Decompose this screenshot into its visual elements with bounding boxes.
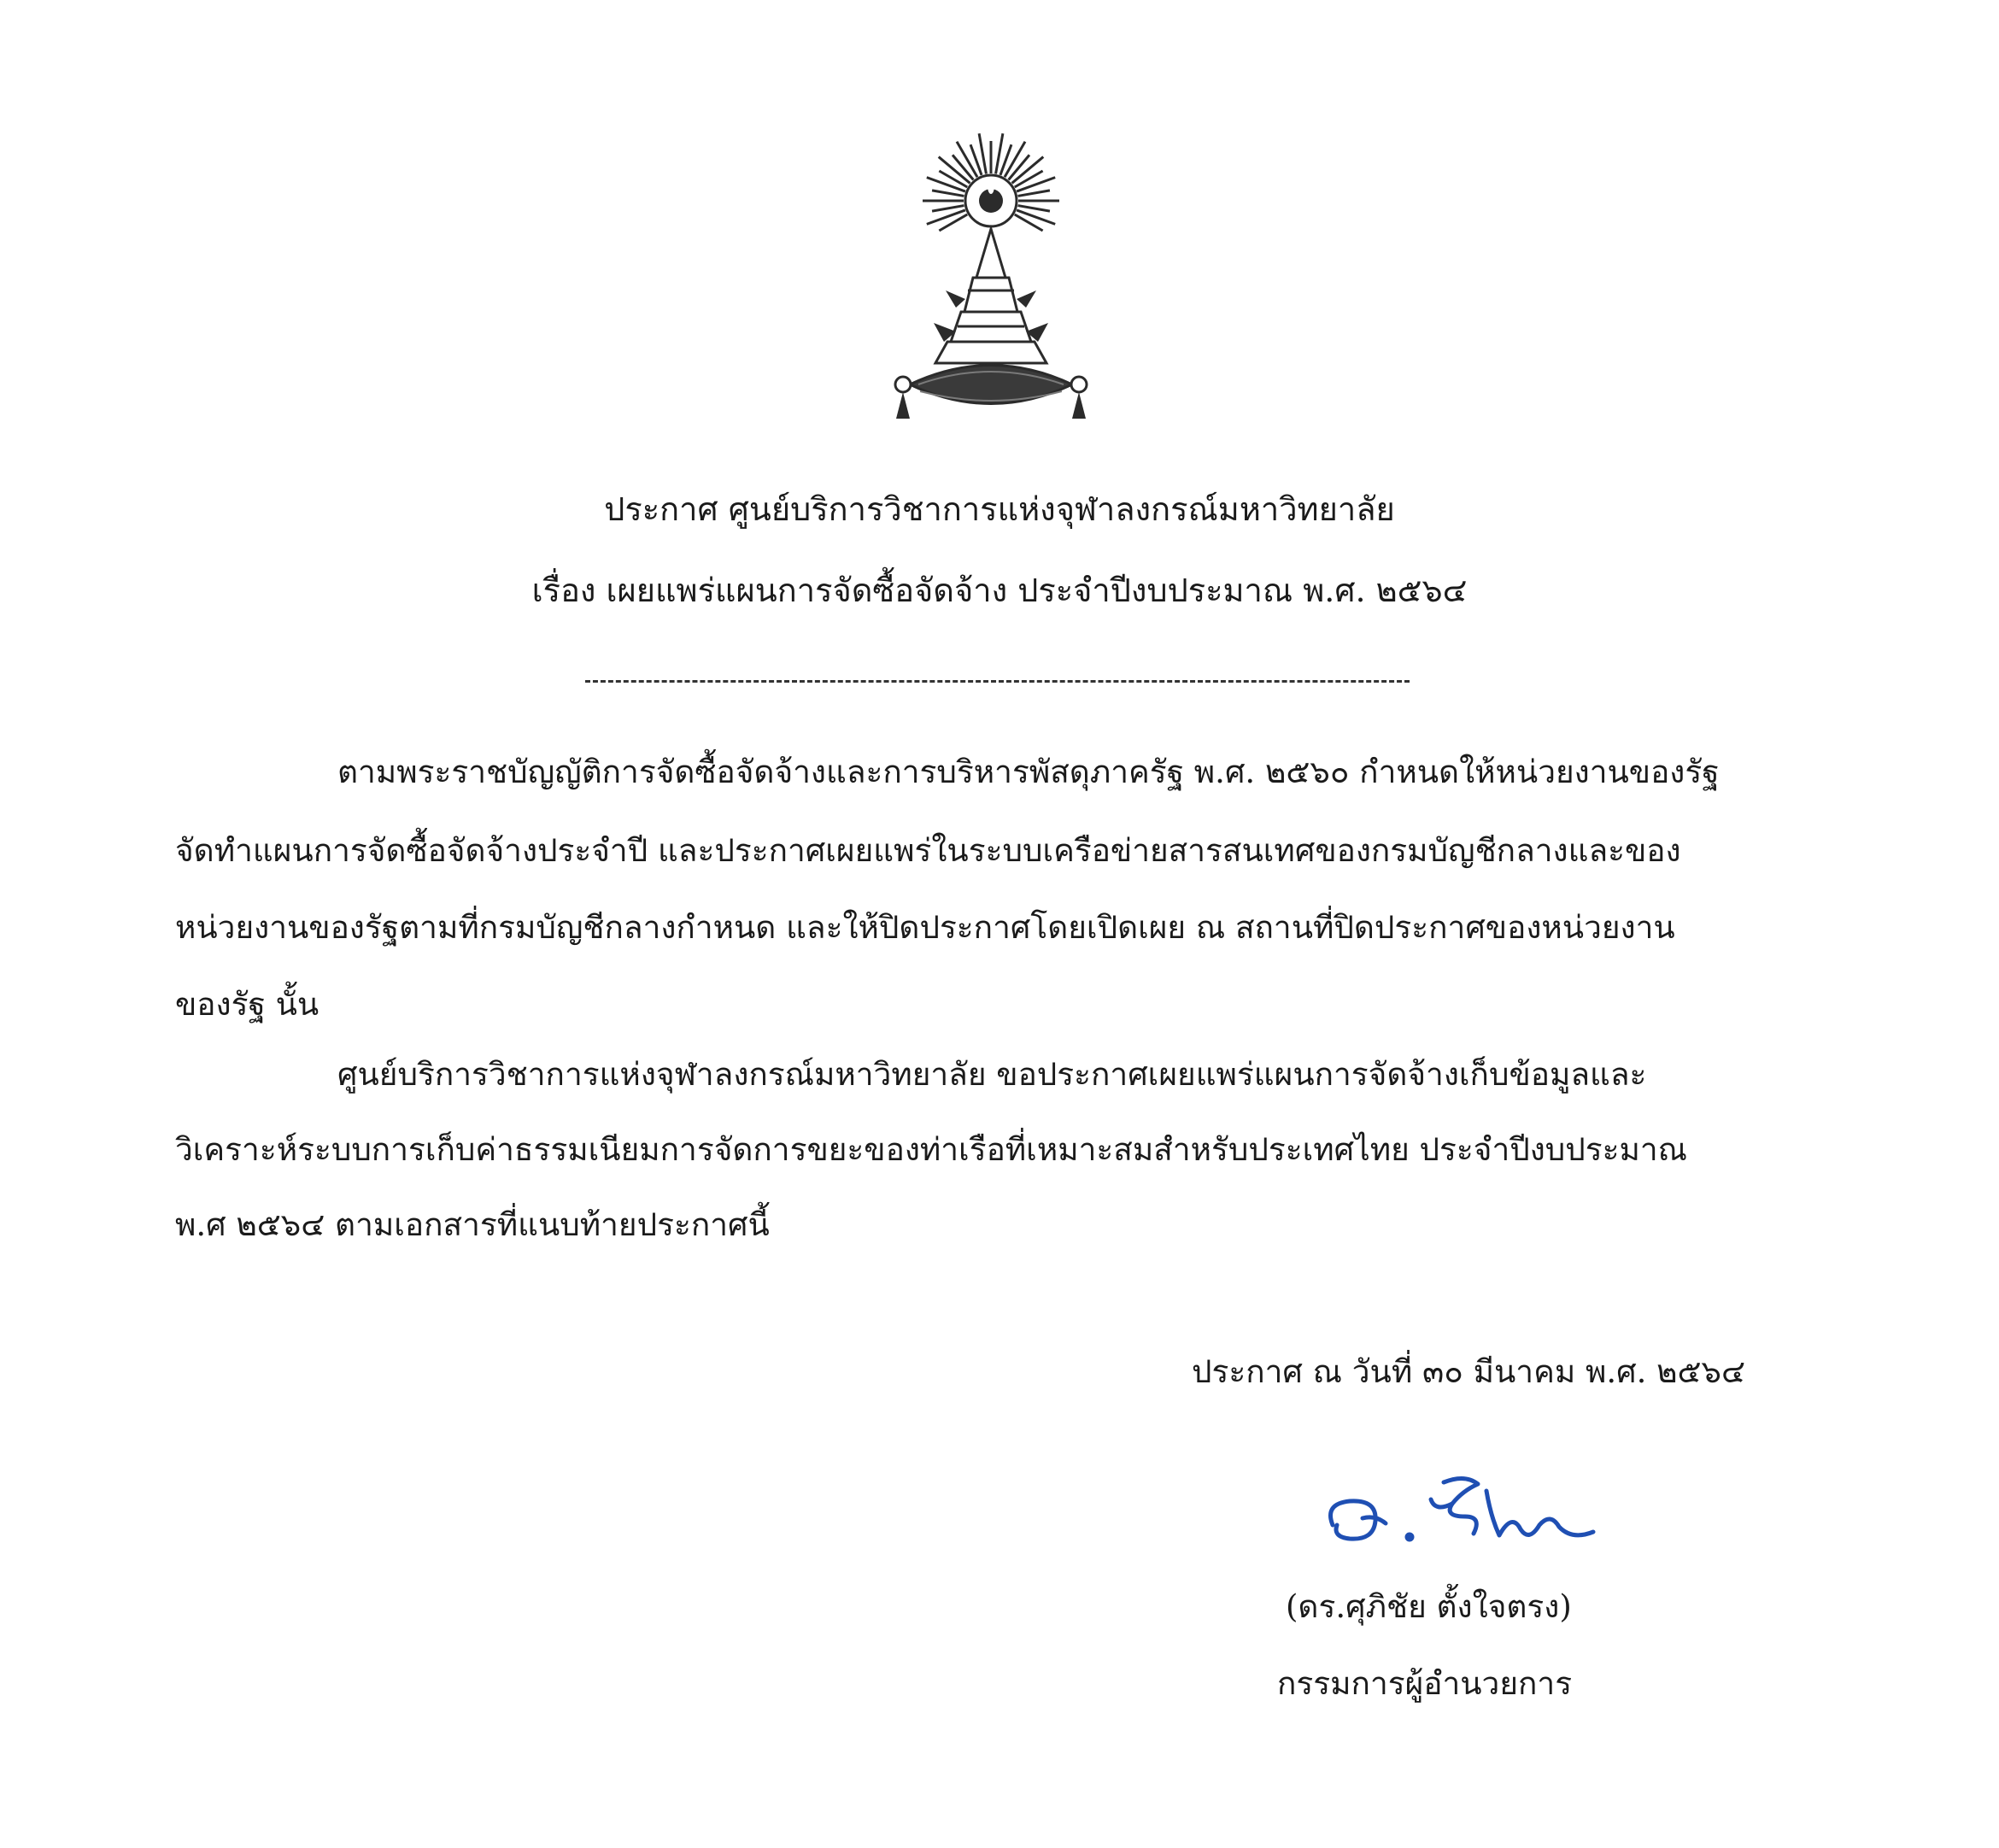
handwritten-signature bbox=[1316, 1465, 1606, 1559]
paragraph-2-line-1: ศูนย์บริการวิชาการแห่งจุฬาลงกรณ์มหาวิทยาลัย ขอประกาศเผยแพร่แผนการจัดจ้างเก็บข้อมูลและ bbox=[337, 1056, 1647, 1093]
signatory-name: (ดร.ศุภิชัย ตั้งใจตรง) bbox=[1286, 1588, 1572, 1625]
announcement-subject: เรื่อง เผยแพร่แผนการจัดซื้อจัดจ้าง ประจำปีงบประมาณ พ.ศ. ๒๕๖๔ bbox=[531, 572, 1468, 609]
announcement-title: ประกาศ ศูนย์บริการวิชาการแห่งจุฬาลงกรณ์มหาวิทยาลัย bbox=[604, 490, 1395, 528]
paragraph-2-line-2: วิเคราะห์ระบบการเก็บค่าธรรมเนียมการจัดการขยะของท่าเรือที่เหมาะสมสำหรับประเทศไทย ประจำปีงบประมาณ bbox=[175, 1131, 1687, 1168]
emblem-ray bbox=[932, 206, 964, 212]
chulalongkorn-phra-kiao-emblem-icon bbox=[884, 128, 1098, 444]
paragraph-1-line-4: ของรัฐ นั้น bbox=[175, 986, 319, 1023]
paragraph-2-line-3: พ.ศ ๒๕๖๔ ตามเอกสารที่แนบท้ายประกาศนี้ bbox=[175, 1206, 770, 1243]
emblem-ray bbox=[1018, 206, 1050, 212]
paragraph-1-line-3: หน่วยงานของรัฐตามที่กรมบัญชีกลางกำหนด และให้ปิดประกาศโดยเปิดเผย ณ สถานที่ปิดประกาศของหน่วยงาน bbox=[175, 909, 1675, 946]
dashed-divider bbox=[585, 680, 1410, 683]
emblem-ray bbox=[1018, 191, 1050, 197]
paragraph-1-line-1: ตามพระราชบัญญัติการจัดซื้อจัดจ้างและการบริหารพัสดุภาครัฐ พ.ศ. ๒๕๖๐ กำหนดให้หน่วยงานของรัฐ bbox=[337, 754, 1720, 790]
paragraph-1-line-2: จัดทำแผนการจัดซื้อจัดจ้างประจำปี และประกาศเผยแพร่ในระบบเครือข่ายสารสนเทศของกรมบัญชีกลางและของ bbox=[175, 832, 1681, 869]
announcement-date: ประกาศ ณ วันที่ ๓๐ มีนาคม พ.ศ. ๒๕๖๔ bbox=[1192, 1353, 1746, 1390]
emblem-ray bbox=[932, 191, 964, 197]
signatory-position: กรรมการผู้อำนวยการ bbox=[1277, 1665, 1573, 1702]
